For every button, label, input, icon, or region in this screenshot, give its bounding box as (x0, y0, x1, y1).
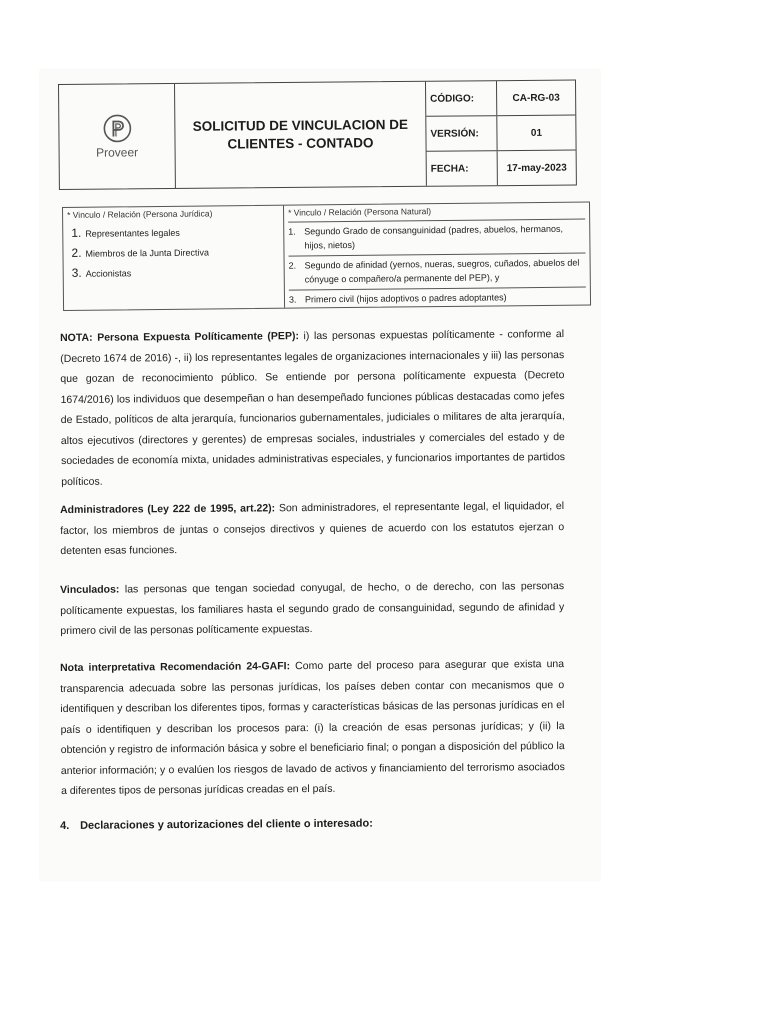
logo-text: Proveer (96, 145, 139, 160)
paragraph-heading: Vinculados: (60, 583, 120, 596)
meta-label: FECHA: (427, 151, 498, 186)
note-lead: NOTA: (60, 331, 98, 344)
vinculados-paragraph (60, 576, 564, 641)
title-line-2: CLIENTES - CONTADO (227, 135, 374, 152)
natural-column (284, 202, 590, 307)
list-item (288, 219, 585, 256)
meta-value: CA-RG-03 (512, 92, 560, 104)
meta-value: 17-may-2023 (506, 162, 567, 174)
proveer-logo-icon (102, 113, 132, 143)
meta-row-fecha (427, 150, 576, 185)
document-meta (426, 80, 576, 185)
meta-label: CÓDIGO: (426, 81, 497, 116)
paragraph-heading: Nota interpretativa Recomendación 24-GAFI: (60, 660, 291, 674)
paragraph-text: las personas que tengan sociedad conyugal, de hecho, o de derecho, con las personas políticamente expuestas, los familiares hasta el segundo grado de consanguinidad, segundo de afinidad y primero civil de las personas políticamente expuestas. (60, 580, 565, 637)
item-number: 2. (288, 260, 297, 271)
pep-note-paragraph (60, 324, 565, 492)
item-text: Miembros de la Junta Directiva (85, 247, 210, 259)
section-heading (60, 818, 373, 832)
item-text: Representantes legales (85, 227, 180, 239)
list-item (289, 252, 586, 289)
logo (59, 84, 176, 189)
item-text: Segundo de afinidad (yernos, nueras, suegros, cuñados, abuelos del cónyuge o compañero/a permanente del PEP), y (304, 257, 580, 285)
document-title (175, 82, 427, 188)
administradores-paragraph (60, 496, 564, 561)
relations-table (62, 201, 591, 311)
section-number: 4. (60, 819, 70, 832)
item-number: 1. (71, 225, 82, 240)
meta-row-codigo (426, 80, 575, 116)
paragraph-heading: Administradores (Ley 222 de 1995, art.22): (60, 502, 276, 516)
paragraph-text: Como parte del proceso para asegurar que exista una transparencia adecuada sobre las personas jurídicas, los países deben contar con mecanismos que o identifiquen y describan los diferentes tipos, formas y características básicas de las personas jurídicas en el país o identifiquen y describan los procesos para: (i) la creación de esas personas jurídicas; y (ii) la obtención y registro de información básica y sobre el beneficiario final; o pongan a disposición del público la anterior información; y o evalúen los riesgos de lavado de activos y financiamiento del terrorismo asociados a diferentes tipos de personas jurídicas creadas en el país. (60, 658, 565, 797)
list-item (71, 224, 279, 240)
paragraph-text: Son administradores, el representante legal, el liquidador, el factor, los miembros de juntas o consejos directivos y quienes de acuerdo con los estatutos ejerzan o detenten esas funciones. (60, 500, 565, 557)
paragraph-heading: Persona Expuesta Políticamente (PEP): (97, 330, 299, 344)
item-number: 3. (288, 294, 297, 305)
section-title: Declaraciones y autorizaciones del cliente o interesado: (79, 817, 373, 832)
item-text: Segundo Grado de consanguinidad (padres, abuelos, hermanos, hijos, nietos) (304, 223, 563, 251)
meta-label: VERSIÓN: (426, 116, 497, 151)
gafi-paragraph (60, 654, 565, 801)
meta-value: 01 (530, 127, 543, 139)
juridica-heading: * Vinculo / Relación (Persona Jurídica) (67, 208, 213, 220)
item-number: 1. (288, 226, 296, 237)
natural-heading: * Vinculo / Relación (Persona Natural) (288, 206, 432, 218)
item-number: 2. (71, 245, 82, 260)
list-item (72, 264, 280, 280)
meta-row-version (426, 115, 575, 151)
item-text: Primero civil (hijos adoptivos o padres adoptantes) (304, 291, 507, 305)
list-item (289, 286, 586, 308)
juridica-column (63, 206, 285, 310)
paragraph-text: i) las personas expuestas políticamente - conforme al (Decreto 1674 de 2016) -, ii) los representantes legales de organizaciones internacionales y iii) las personas que gozan de reconocimiento público. Se entiende por persona políticamente expuesta (Decreto 1674/2016) los individuos que desempeñan o han desempeñado funciones públicas destacadas como jefes de Estado, políticos de alta jerarquía, funcionarios gubernamentales, judiciales o militares de alta jerarquía, altos ejecutivos (directores y gerentes) de empresas sociales, industriales y comerciales del estado y de sociedades de economía mixta, unidades administrativas especiales, y funcionarios importantes de partidos políticos. (60, 328, 566, 488)
title-line-1: SOLICITUD DE VINCULACION DE (192, 117, 409, 135)
item-number: 3. (71, 265, 82, 280)
item-text: Accionistas (85, 268, 132, 279)
list-item (71, 244, 279, 260)
document-header-table (58, 79, 577, 190)
